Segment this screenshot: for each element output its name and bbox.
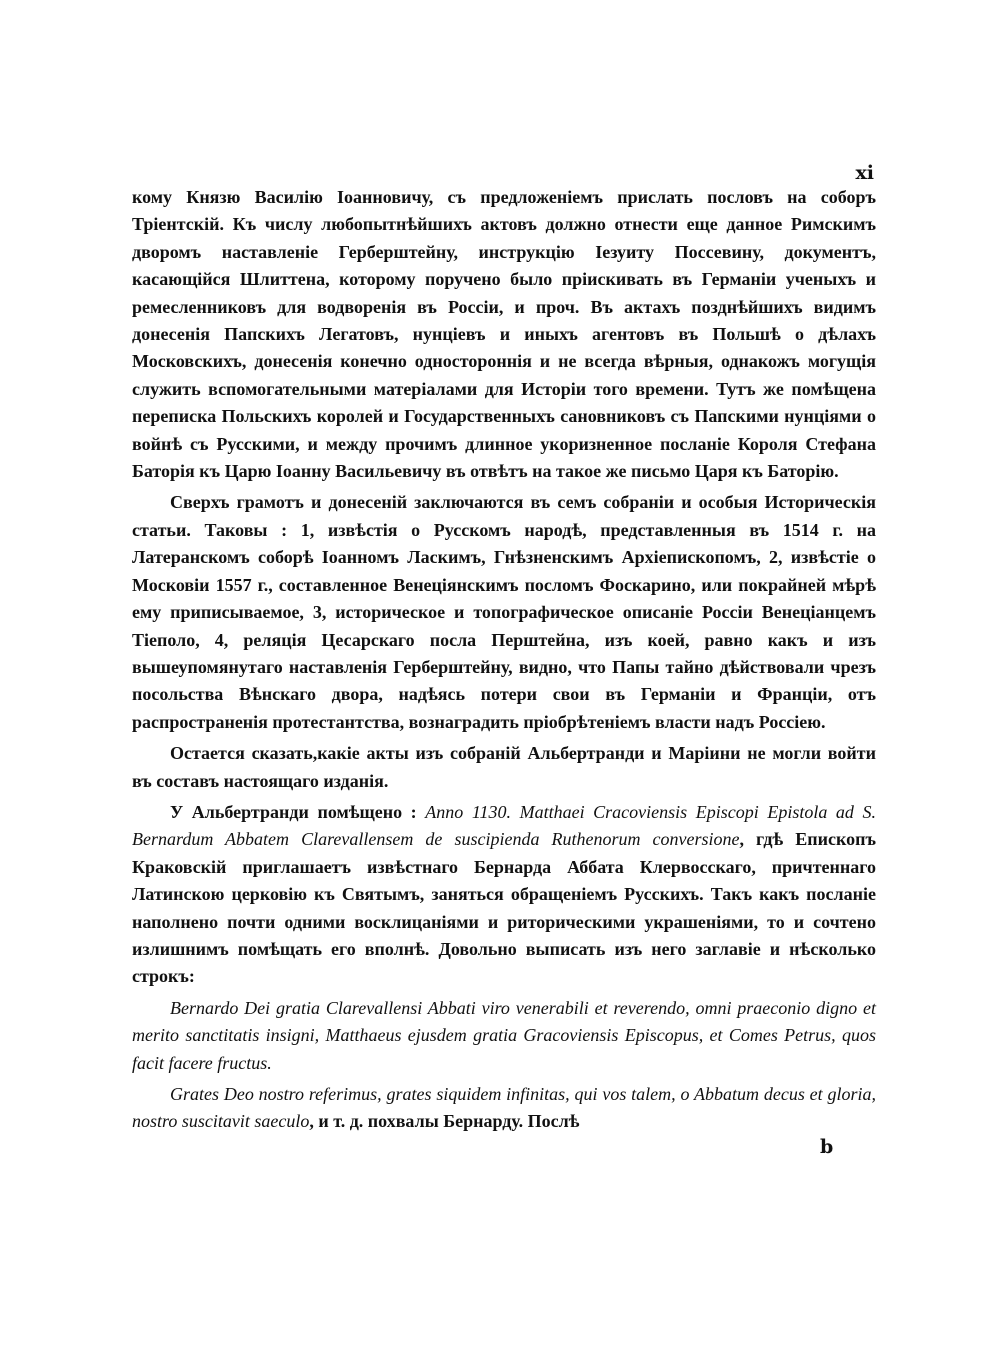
- text-segment: , гдѣ Епископъ Краковскій приглашаетъ извѣстнаго Бернарда Аббата Клервосскаго, причтеннаго Латинскою церковію къ Святымъ, заняться обращеніемъ Русскихъ. Такъ какъ посланіе наполнено почти одними восклицаніями и риторическими украшеніями, то и сочтено излишнимъ помѣщать его вполнѣ. Довольно выписать изъ него заглавіе и нѣсколько строкъ:: [132, 829, 877, 987]
- latin-title: Anno 1130. Matthaei Cracoviensis Episcopi Epistola ad S. Bernardum Abbatem Clarevallensem de suscipienda Ruthenorum conversione: [132, 801, 876, 850]
- paragraph-5-latin-quote: [132, 995, 876, 1077]
- text-segment: Сверхъ грамотъ и донесеній заключаются въ семъ собраніи и особыя Историческія статьи. Таковы : 1, извѣстія о Русскомъ народѣ, представленныя въ 1514 г. на Латеранскомъ соборѣ Іоанномъ Ласкимъ, Гнѣзненскимъ Архіепископомъ, 2, извѣстіе о Московіи 1557 г., составленное Венеціянскимъ посломъ Фоскарино, или покрайней мѣрѣ ему приписываемое, 3, историческое и топографическое описаніе Россіи Венеціанцемъ Тіеполо, 4, реляція Цесарскаго посла Перштейна, изъ коей, равно какъ и изъ вышеупомянутаго наставленія Герберштейну, видно, что Папы тайно дѣйствовали чрезъ посольства Вѣнскаго двора, надѣясь потери свои въ Германіи и Франціи, отъ распространенія протестантства, вознаградить пріобрѣтеніемъ власти надъ Россіею.: [132, 492, 876, 732]
- paragraph-1: [132, 184, 876, 485]
- latin-quote: Bernardo Dei gratia Clarevallensi Abbati viro venerabili et reverendo, omni praeconio digno et merito sanctitatis insigni, Matthaeus ejusdem gratia Gracoviensis Episcopus, et Comes Petrus, quos facit facere fructus.: [132, 997, 876, 1073]
- body-text: [132, 184, 876, 1140]
- signature-mark: b: [820, 1136, 834, 1158]
- text-segment: кому Князю Василію Іоанновичу, съ предложеніемъ прислать пословъ на соборъ Тріентскій. Къ числу любопытнѣйшихъ актовъ должно отнести еще данное Римскимъ дворомъ наставленіе Герберштейну, инструкцію Іезуиту Поссевину, документъ, касающійся Шлиттена, которому поручено было пріискивать въ Германіи ученыхъ и ремесленниковъ для водворенія въ Россіи, и проч. Въ актахъ позднѣйшихъ видимъ донесенія Папскихъ Легатовъ, нунціевъ и иныхъ агентовъ въ Польшѣ о дѣлахъ Московскихъ, донесенія конечно одностороннія и не всегда вѣрныя, однакожъ могущія служить вспомогательными матеріалами для Исторіи того времени. Тутъ же помѣщена переписка Польскихъ королей и Государственныхъ сановниковъ съ Папскими нунціями о войнѣ съ Русскими, и между прочимъ длинное укоризненное посланіе Короля Стефана Баторія къ Царю Іоанну Васильевичу въ отвѣтъ на такое же письмо Царя къ Баторію.: [132, 187, 876, 482]
- paragraph-4: [132, 799, 876, 991]
- paragraph-6: [132, 1081, 876, 1136]
- text-segment: Остается сказать,какіе акты изъ собраній Альбертранди и Маріини не могли войти въ составъ настоящаго изданія.: [132, 743, 876, 791]
- latin-quote: Grates Deo nostro referimus, grates siquidem infinitas, qui vos talem, o Abbatum decus et gloria, nostro suscitavit saeculo: [132, 1084, 876, 1132]
- paragraph-2: [132, 489, 876, 736]
- text-segment: У Альбертранди помѣщено :: [170, 801, 426, 822]
- paragraph-3: [132, 740, 876, 795]
- text-segment: , и т. д. похвалы Бернарду. Послѣ: [309, 1111, 580, 1132]
- page-number: xi: [855, 162, 874, 184]
